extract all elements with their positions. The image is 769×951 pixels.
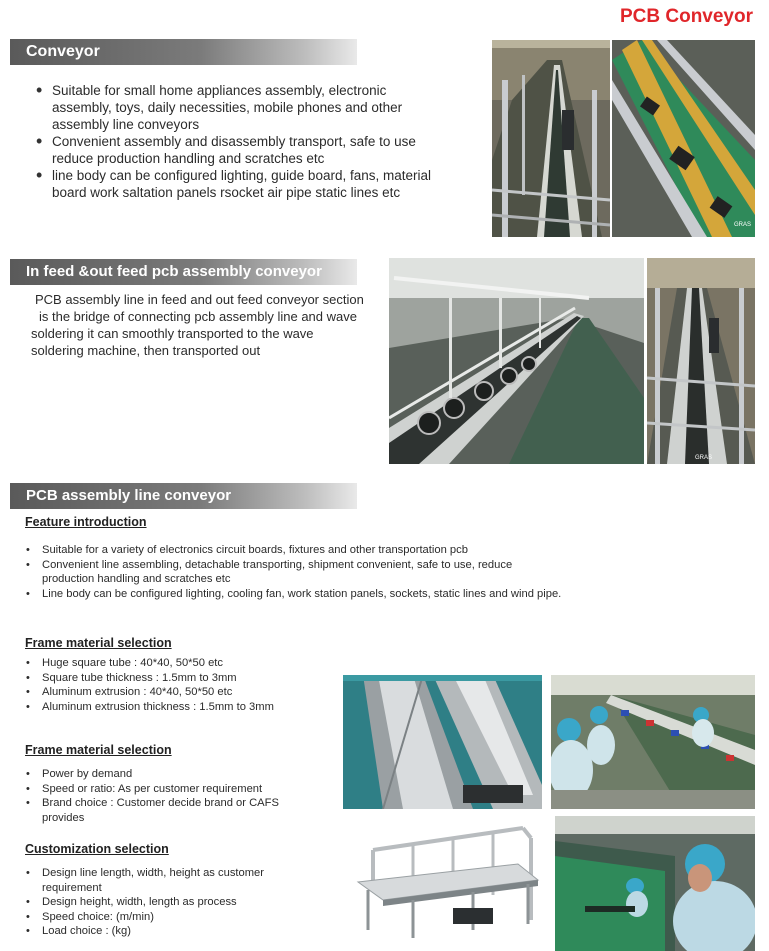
customization-bullet: • Load choice : (kg) [24, 924, 324, 939]
workers-assembly-photo [551, 675, 755, 809]
feature-bullet: • Convenient line assembling, detachable transporting, shipment convenient, safe to use, reduce production handling and scratches etc [24, 558, 564, 587]
conveyor-bullet: • Convenient assembly and disassembly transport, safe to use reduce production handling and scratches etc [34, 133, 436, 167]
frame-material-title: Frame material selection [25, 636, 172, 650]
feature-bullet-list [24, 543, 564, 601]
photo-brand-label: GRAS [734, 222, 752, 228]
frame-material-bullet: • Huge square tube : 40*40, 50*50 etc [24, 656, 344, 671]
customization-bullet-list [24, 866, 324, 939]
feature-bullet: • Line body can be configured lighting, cooling fan, work station panels, sockets, static lines and wind pipe. [24, 587, 564, 602]
infeed-line-photo [389, 258, 644, 464]
photo-brand-label: GRAS [695, 455, 713, 461]
section-heading-conveyor: Conveyor [10, 39, 357, 65]
feature-introduction-title: Feature introduction [25, 515, 147, 529]
frame-material-bullet: • Aluminum extrusion : 40*40, 50*50 etc [24, 685, 344, 700]
power-bullet-list [24, 767, 320, 825]
infeed-line: PCB assembly line in feed and out feed conveyor section [35, 292, 364, 307]
conveyor-bullet: • line body can be configured lighting, guide board, fans, material board work saltation panels rsocket air pipe static lines etc [34, 167, 436, 201]
customization-title: Customization selection [25, 842, 169, 856]
customization-bullet: • Design height, width, length as process [24, 895, 324, 910]
frame-material-title-2: Frame material selection [25, 743, 172, 757]
page-title: PCB Conveyor [619, 6, 753, 27]
power-bullet: • Brand choice : Customer decide brand or CAFS provides [24, 796, 320, 825]
customization-bullet: • Design line length, width, height as customer requirement [24, 866, 324, 895]
pcb-belt-closeup-photo [612, 40, 755, 237]
conveyor-line-photo [492, 40, 610, 237]
infeed-paragraph [31, 291, 395, 359]
conveyor-bullet: • Suitable for small home appliances assembly, electronic assembly, toys, daily necessities, mobile phones and other assembly line conveyors [34, 82, 436, 133]
customization-bullet: • Speed choice: (m/min) [24, 910, 324, 925]
infeed-line: is the bridge of connecting pcb assembly line and wave [39, 309, 357, 324]
frame-material-bullet: • Aluminum extrusion thickness : 1.5mm to 3mm [24, 700, 344, 715]
power-bullet: • Power by demand [24, 767, 320, 782]
conveyor-bullet-list [34, 82, 436, 201]
worker-closeup-photo [555, 816, 755, 951]
aluminum-frame-photo [343, 675, 542, 809]
frame-material-bullet-list [24, 656, 344, 714]
power-bullet: • Speed or ratio: As per customer requirement [24, 782, 320, 797]
frame-material-bullet: • Square tube thickness : 1.5mm to 3mm [24, 671, 344, 686]
feature-bullet: • Suitable for a variety of electronics circuit boards, fixtures and other transportation pcb [24, 543, 564, 558]
infeed-line: soldering machine, then transported out [31, 343, 261, 358]
section-heading-pcb-line: PCB assembly line conveyor [10, 483, 357, 509]
infeed-line-photo-2 [647, 258, 755, 464]
section-heading-infeed: In feed &out feed pcb assembly conveyor [10, 259, 357, 285]
workbench-conveyor-photo [353, 820, 543, 940]
infeed-line: soldering it can smoothly transported to the wave [31, 326, 314, 341]
